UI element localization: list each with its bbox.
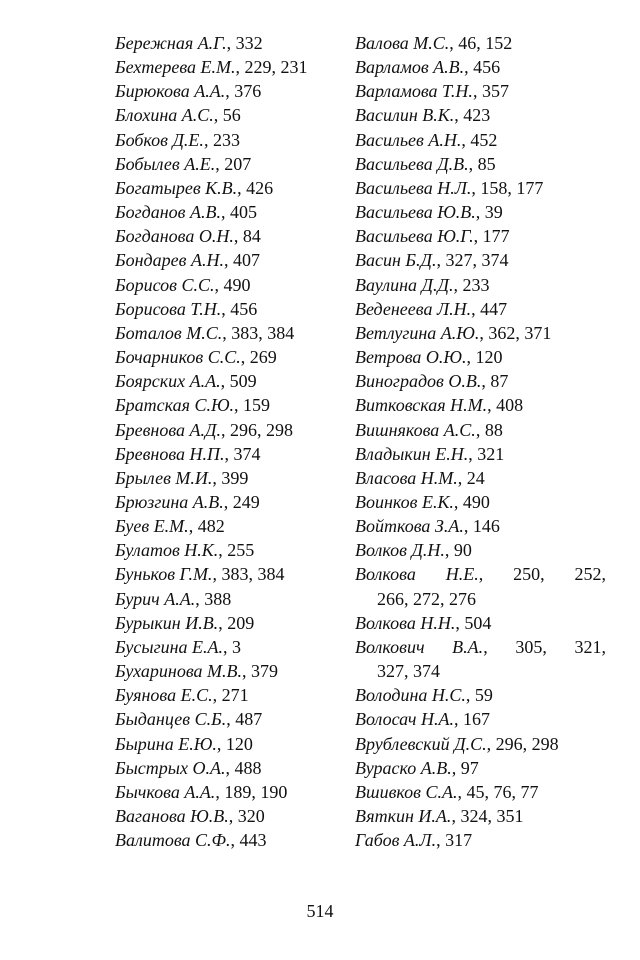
entry-pages: 85 bbox=[477, 153, 496, 174]
index-entry: Владыкин Е.Н., 321 bbox=[355, 443, 505, 464]
entry-name: Брюзгина А.В. bbox=[115, 491, 224, 512]
entry-pages: 90 bbox=[453, 540, 472, 561]
entry-name: Бирюкова А.А. bbox=[115, 81, 226, 102]
index-entry: Валова М.С., 46, 152 bbox=[355, 33, 513, 53]
index-entry: Волкова Н.Е., 250, 252, 266, 272, 276 bbox=[355, 562, 606, 610]
entry-pages: 249 bbox=[232, 491, 260, 512]
entry-pages: 56 bbox=[222, 105, 241, 126]
entry-pages: 383, 384 bbox=[221, 564, 285, 585]
entry-name: Бочарников С.С. bbox=[115, 347, 241, 368]
entry-name: Волосач Н.А. bbox=[355, 709, 454, 730]
entry-name: Брылев М.И. bbox=[115, 467, 213, 488]
index-entry: Блохина А.С., 56 bbox=[115, 105, 241, 126]
entry-pages: 405 bbox=[229, 202, 257, 223]
entry-name: Веденеева Л.Н. bbox=[355, 298, 472, 319]
entry-name: Ваулина Д.Д. bbox=[355, 274, 454, 295]
entry-pages: 490 bbox=[462, 491, 490, 512]
index-entry: Витковская Н.М., 408 bbox=[355, 395, 524, 416]
index-entry: Борисова Т.Н., 456 bbox=[115, 298, 258, 319]
entry-pages: 189, 190 bbox=[224, 781, 288, 802]
entry-name: Буев Е.М. bbox=[115, 516, 189, 537]
index-entry: Волкова Н.Н., 504 bbox=[355, 612, 492, 633]
entry-name: Воинков Е.К. bbox=[355, 491, 454, 512]
entry-pages-continued: 266, 272, 276 bbox=[377, 588, 476, 609]
index-entry: Бехтерева Е.М., 229, 231 bbox=[115, 57, 308, 78]
index-entry: Ваулина Д.Д., 233 bbox=[355, 274, 490, 295]
index-entry: Васильева Ю.Г., 177 bbox=[355, 226, 510, 247]
index-entry: Васильев А.Н., 452 bbox=[355, 129, 498, 150]
entry-name: Ветрова О.Ю. bbox=[355, 347, 467, 368]
entry-name: Буянова Е.С. bbox=[115, 685, 213, 706]
entry-pages: 59 bbox=[474, 685, 493, 706]
index-entry: Быданцев С.Б., 487 bbox=[115, 709, 263, 730]
entry-name: Вишнякова А.С. bbox=[355, 419, 476, 440]
entry-name: Братская С.Ю. bbox=[115, 395, 235, 416]
index-entry: Власова Н.М., 24 bbox=[355, 467, 485, 488]
entry-pages: 456 bbox=[473, 57, 501, 78]
index-entry: Ваганова Ю.В., 320 bbox=[115, 806, 265, 826]
entry-name: Власова Н.М. bbox=[355, 467, 458, 488]
entry-pages: 317 bbox=[445, 830, 473, 851]
entry-pages: 332 bbox=[235, 33, 263, 53]
entry-name: Богданов А.В. bbox=[115, 202, 221, 223]
entry-name: Василин В.К. bbox=[355, 105, 455, 126]
entry-pages: 408 bbox=[496, 395, 524, 416]
index-entry: Воинков Е.К., 490 bbox=[355, 491, 490, 512]
entry-pages: 158, 177 bbox=[480, 177, 544, 198]
entry-pages: 388 bbox=[204, 588, 232, 609]
entry-name: Вураско А.В. bbox=[355, 757, 452, 778]
entry-name: Вяткин И.А. bbox=[355, 806, 452, 826]
entry-name: Быданцев С.Б. bbox=[115, 709, 227, 730]
index-entry: Булатов Н.К., 255 bbox=[115, 540, 255, 561]
index-entry: Василин В.К., 423 bbox=[355, 105, 491, 126]
entry-pages: 167 bbox=[462, 709, 490, 730]
entry-pages: 362, 371 bbox=[488, 322, 552, 343]
entry-name: Васильева Д.В. bbox=[355, 153, 469, 174]
entry-name: Ветлугина А.Ю. bbox=[355, 322, 480, 343]
index-entry: Вяткин И.А., 324, 351 bbox=[355, 806, 524, 826]
index-entry: Брылев М.И., 399 bbox=[115, 467, 249, 488]
entry-pages: 271 bbox=[221, 685, 249, 706]
entry-name: Бухаринова М.В. bbox=[115, 661, 243, 682]
entry-pages: 269 bbox=[249, 347, 277, 368]
entry-name: Бревнова А.Д. bbox=[115, 419, 221, 440]
entry-pages: 504 bbox=[464, 612, 492, 633]
entry-name: Владыкин Е.Н. bbox=[355, 443, 469, 464]
entry-name: Волкович В.А. bbox=[355, 636, 484, 657]
entry-pages: 509 bbox=[229, 371, 257, 392]
entry-name: Богатырев К.В. bbox=[115, 177, 238, 198]
index-entry: Варламов А.В., 456 bbox=[355, 57, 501, 78]
entry-pages: 250, 252, bbox=[513, 564, 606, 585]
index-entry: Волков Д.Н., 90 bbox=[355, 540, 472, 561]
entry-name: Бережная А.Г. bbox=[115, 33, 227, 53]
index-entry: Бобков Д.Е., 233 bbox=[115, 129, 240, 150]
entry-pages: 490 bbox=[223, 274, 251, 295]
entry-pages: 120 bbox=[475, 347, 503, 368]
entry-name: Волков Д.Н. bbox=[355, 540, 445, 561]
entry-name: Булатов Н.К. bbox=[115, 540, 219, 561]
entry-pages: 87 bbox=[490, 371, 509, 392]
entry-name: Витковская Н.М. bbox=[355, 395, 488, 416]
entry-name: Валова М.С. bbox=[355, 33, 450, 53]
entry-name: Буньков Г.М. bbox=[115, 564, 213, 585]
index-entry: Братская С.Ю., 159 bbox=[115, 395, 271, 416]
entry-name: Бревнова Н.П. bbox=[115, 443, 225, 464]
entry-name: Бычкова А.А. bbox=[115, 781, 216, 802]
entry-pages: 209 bbox=[227, 612, 255, 633]
index-entry: Васин Б.Д., 327, 374 bbox=[355, 250, 509, 271]
entry-name: Бырина Е.Ю. bbox=[115, 733, 217, 754]
entry-pages: 321 bbox=[477, 443, 505, 464]
index-entry: Бревнова Н.П., 374 bbox=[115, 443, 261, 464]
index-entry: Бирюкова А.А., 376 bbox=[115, 81, 262, 102]
entry-name: Васильева Ю.В. bbox=[355, 202, 476, 223]
index-entry: Волосач Н.А., 167 bbox=[355, 709, 490, 730]
entry-pages: 488 bbox=[234, 757, 262, 778]
index-entry: Вураско А.В., 97 bbox=[355, 757, 479, 778]
index-entry: Богданов А.В., 405 bbox=[115, 202, 257, 223]
entry-pages: 45, 76, 77 bbox=[466, 781, 539, 802]
entry-pages: 177 bbox=[482, 226, 510, 247]
index-entry: Войткова З.А., 146 bbox=[355, 516, 500, 537]
entry-name: Валитова С.Ф. bbox=[115, 830, 231, 851]
index-entry: Богатырев К.В., 426 bbox=[115, 177, 274, 198]
entry-name: Боярских А.А. bbox=[115, 371, 221, 392]
entry-pages: 24 bbox=[466, 467, 485, 488]
entry-pages: 3 bbox=[232, 636, 242, 657]
index-entry: Буев Е.М., 482 bbox=[115, 516, 225, 537]
index-entry: Бережная А.Г., 332 bbox=[115, 33, 263, 53]
entry-name: Бурич А.А. bbox=[115, 588, 196, 609]
index-entry: Ветлугина А.Ю., 362, 371 bbox=[355, 322, 552, 343]
entry-name: Бондарев А.Н. bbox=[115, 250, 224, 271]
entry-pages: 146 bbox=[472, 516, 500, 537]
entry-name: Васильева Ю.Г. bbox=[355, 226, 474, 247]
page-number: 514 bbox=[306, 901, 334, 921]
entry-name: Варламова Т.Н. bbox=[355, 81, 473, 102]
entry-pages: 159 bbox=[243, 395, 271, 416]
entry-pages: 482 bbox=[197, 516, 225, 537]
entry-pages: 296, 298 bbox=[230, 419, 293, 440]
index-entry: Ветрова О.Ю., 120 bbox=[355, 347, 503, 368]
index-entry: Варламова Т.Н., 357 bbox=[355, 81, 509, 102]
index-entry: Брюзгина А.В., 249 bbox=[115, 491, 260, 512]
entry-pages: 320 bbox=[237, 806, 265, 826]
entry-name: Васильев А.Н. bbox=[355, 129, 462, 150]
index-entry: Васильева Н.Л., 158, 177 bbox=[355, 177, 544, 198]
entry-name: Бобылев А.Е. bbox=[115, 153, 216, 174]
entry-name: Виноградов О.В. bbox=[355, 371, 482, 392]
index-entry: Боталов М.С., 383, 384 bbox=[115, 322, 295, 343]
entry-pages: 296, 298 bbox=[495, 733, 559, 754]
entry-name: Борисова Т.Н. bbox=[115, 298, 222, 319]
entry-name: Блохина А.С. bbox=[115, 105, 214, 126]
entry-name: Волкова Н.Е. bbox=[355, 564, 479, 585]
entry-pages: 120 bbox=[225, 733, 253, 754]
entry-pages: 423 bbox=[463, 105, 491, 126]
index-entry: Бобылев А.Е., 207 bbox=[115, 153, 252, 174]
index-column-left bbox=[115, 31, 345, 852]
entry-name: Бобков Д.Е. bbox=[115, 129, 204, 150]
entry-pages: 233 bbox=[212, 129, 240, 150]
index-entry: Бухаринова М.В., 379 bbox=[115, 661, 279, 682]
index-entry: Володина Н.С., 59 bbox=[355, 685, 493, 706]
entry-pages: 84 bbox=[242, 226, 261, 247]
entry-name: Варламов А.В. bbox=[355, 57, 465, 78]
index-entry: Бурич А.А., 388 bbox=[115, 588, 232, 609]
entry-name: Бусыгина Е.А. bbox=[115, 636, 224, 657]
index-entry: Виноградов О.В., 87 bbox=[355, 371, 509, 392]
index-entry: Бревнова А.Д., 296, 298 bbox=[115, 419, 293, 440]
entry-name: Васин Б.Д. bbox=[355, 250, 437, 271]
entry-name: Бурыкин И.В. bbox=[115, 612, 219, 633]
entry-name: Борисов С.С. bbox=[115, 274, 215, 295]
index-entry: Буньков Г.М., 383, 384 bbox=[115, 564, 285, 585]
entry-pages: 452 bbox=[470, 129, 498, 150]
index-entry: Бусыгина Е.А., 3 bbox=[115, 636, 242, 657]
entry-name: Волкова Н.Н. bbox=[355, 612, 456, 633]
entry-pages: 374 bbox=[233, 443, 261, 464]
entry-name: Ваганова Ю.В. bbox=[115, 806, 229, 826]
entry-name: Богданова О.Н. bbox=[115, 226, 234, 247]
index-entry: Боярских А.А., 509 bbox=[115, 371, 257, 392]
index-entry: Бычкова А.А., 189, 190 bbox=[115, 781, 288, 802]
entry-name: Боталов М.С. bbox=[115, 322, 223, 343]
index-entry: Буянова Е.С., 271 bbox=[115, 685, 249, 706]
entry-pages: 379 bbox=[251, 661, 279, 682]
entry-name: Войткова З.А. bbox=[355, 516, 464, 537]
entry-name: Врублевский Д.С. bbox=[355, 733, 487, 754]
index-entry: Врублевский Д.С., 296, 298 bbox=[355, 733, 559, 754]
entry-name: Габов А.Л. bbox=[355, 830, 437, 851]
entry-name: Бехтерева Е.М. bbox=[115, 57, 236, 78]
entry-pages: 487 bbox=[235, 709, 263, 730]
entry-pages: 46, 152 bbox=[458, 33, 513, 53]
entry-pages: 327, 374 bbox=[445, 250, 509, 271]
index-entry: Бондарев А.Н., 407 bbox=[115, 250, 260, 271]
entry-pages: 426 bbox=[246, 177, 274, 198]
index-entry: Габов А.Л., 317 bbox=[355, 830, 473, 851]
entry-pages: 383, 384 bbox=[231, 322, 295, 343]
entry-pages-continued: 327, 374 bbox=[377, 661, 440, 682]
entry-pages: 376 bbox=[234, 81, 262, 102]
entry-pages: 324, 351 bbox=[460, 806, 524, 826]
index-entry: Вшивков С.А., 45, 76, 77 bbox=[355, 781, 539, 802]
entry-name: Володина Н.С. bbox=[355, 685, 466, 706]
entry-pages: 357 bbox=[481, 81, 509, 102]
entry-name: Васильева Н.Л. bbox=[355, 177, 472, 198]
entry-pages: 399 bbox=[221, 467, 249, 488]
index-entry: Богданова О.Н., 84 bbox=[115, 226, 261, 247]
entry-pages: 233 bbox=[462, 274, 490, 295]
entry-pages: 229, 231 bbox=[244, 57, 308, 78]
index-entry: Бурыкин И.В., 209 bbox=[115, 612, 255, 633]
index-entry: Быстрых О.А., 488 bbox=[115, 757, 262, 778]
entry-pages: 407 bbox=[232, 250, 260, 271]
entry-pages: 305, 321, bbox=[515, 636, 606, 657]
entry-pages: 443 bbox=[239, 830, 267, 851]
index-entry: Бочарников С.С., 269 bbox=[115, 347, 277, 368]
entry-name: Вшивков С.А. bbox=[355, 781, 458, 802]
index-entry: Борисов С.С., 490 bbox=[115, 274, 251, 295]
index-entry: Валитова С.Ф., 443 bbox=[115, 830, 267, 851]
index-entry: Бырина Е.Ю., 120 bbox=[115, 733, 253, 754]
index-column-right bbox=[355, 31, 606, 852]
entry-pages: 456 bbox=[230, 298, 258, 319]
index-entry: Волкович В.А., 305, 321, 327, 374 bbox=[355, 635, 606, 683]
entry-pages: 39 bbox=[484, 202, 503, 223]
index-entry: Веденеева Л.Н., 447 bbox=[355, 298, 508, 319]
index-entry: Вишнякова А.С., 88 bbox=[355, 419, 503, 440]
entry-pages: 97 bbox=[460, 757, 479, 778]
entry-name: Быстрых О.А. bbox=[115, 757, 226, 778]
index-entry: Васильева Ю.В., 39 bbox=[355, 202, 503, 223]
entry-pages: 255 bbox=[227, 540, 255, 561]
entry-pages: 447 bbox=[480, 298, 508, 319]
entry-pages: 88 bbox=[484, 419, 503, 440]
index-entry: Васильева Д.В., 85 bbox=[355, 153, 496, 174]
entry-pages: 207 bbox=[224, 153, 252, 174]
